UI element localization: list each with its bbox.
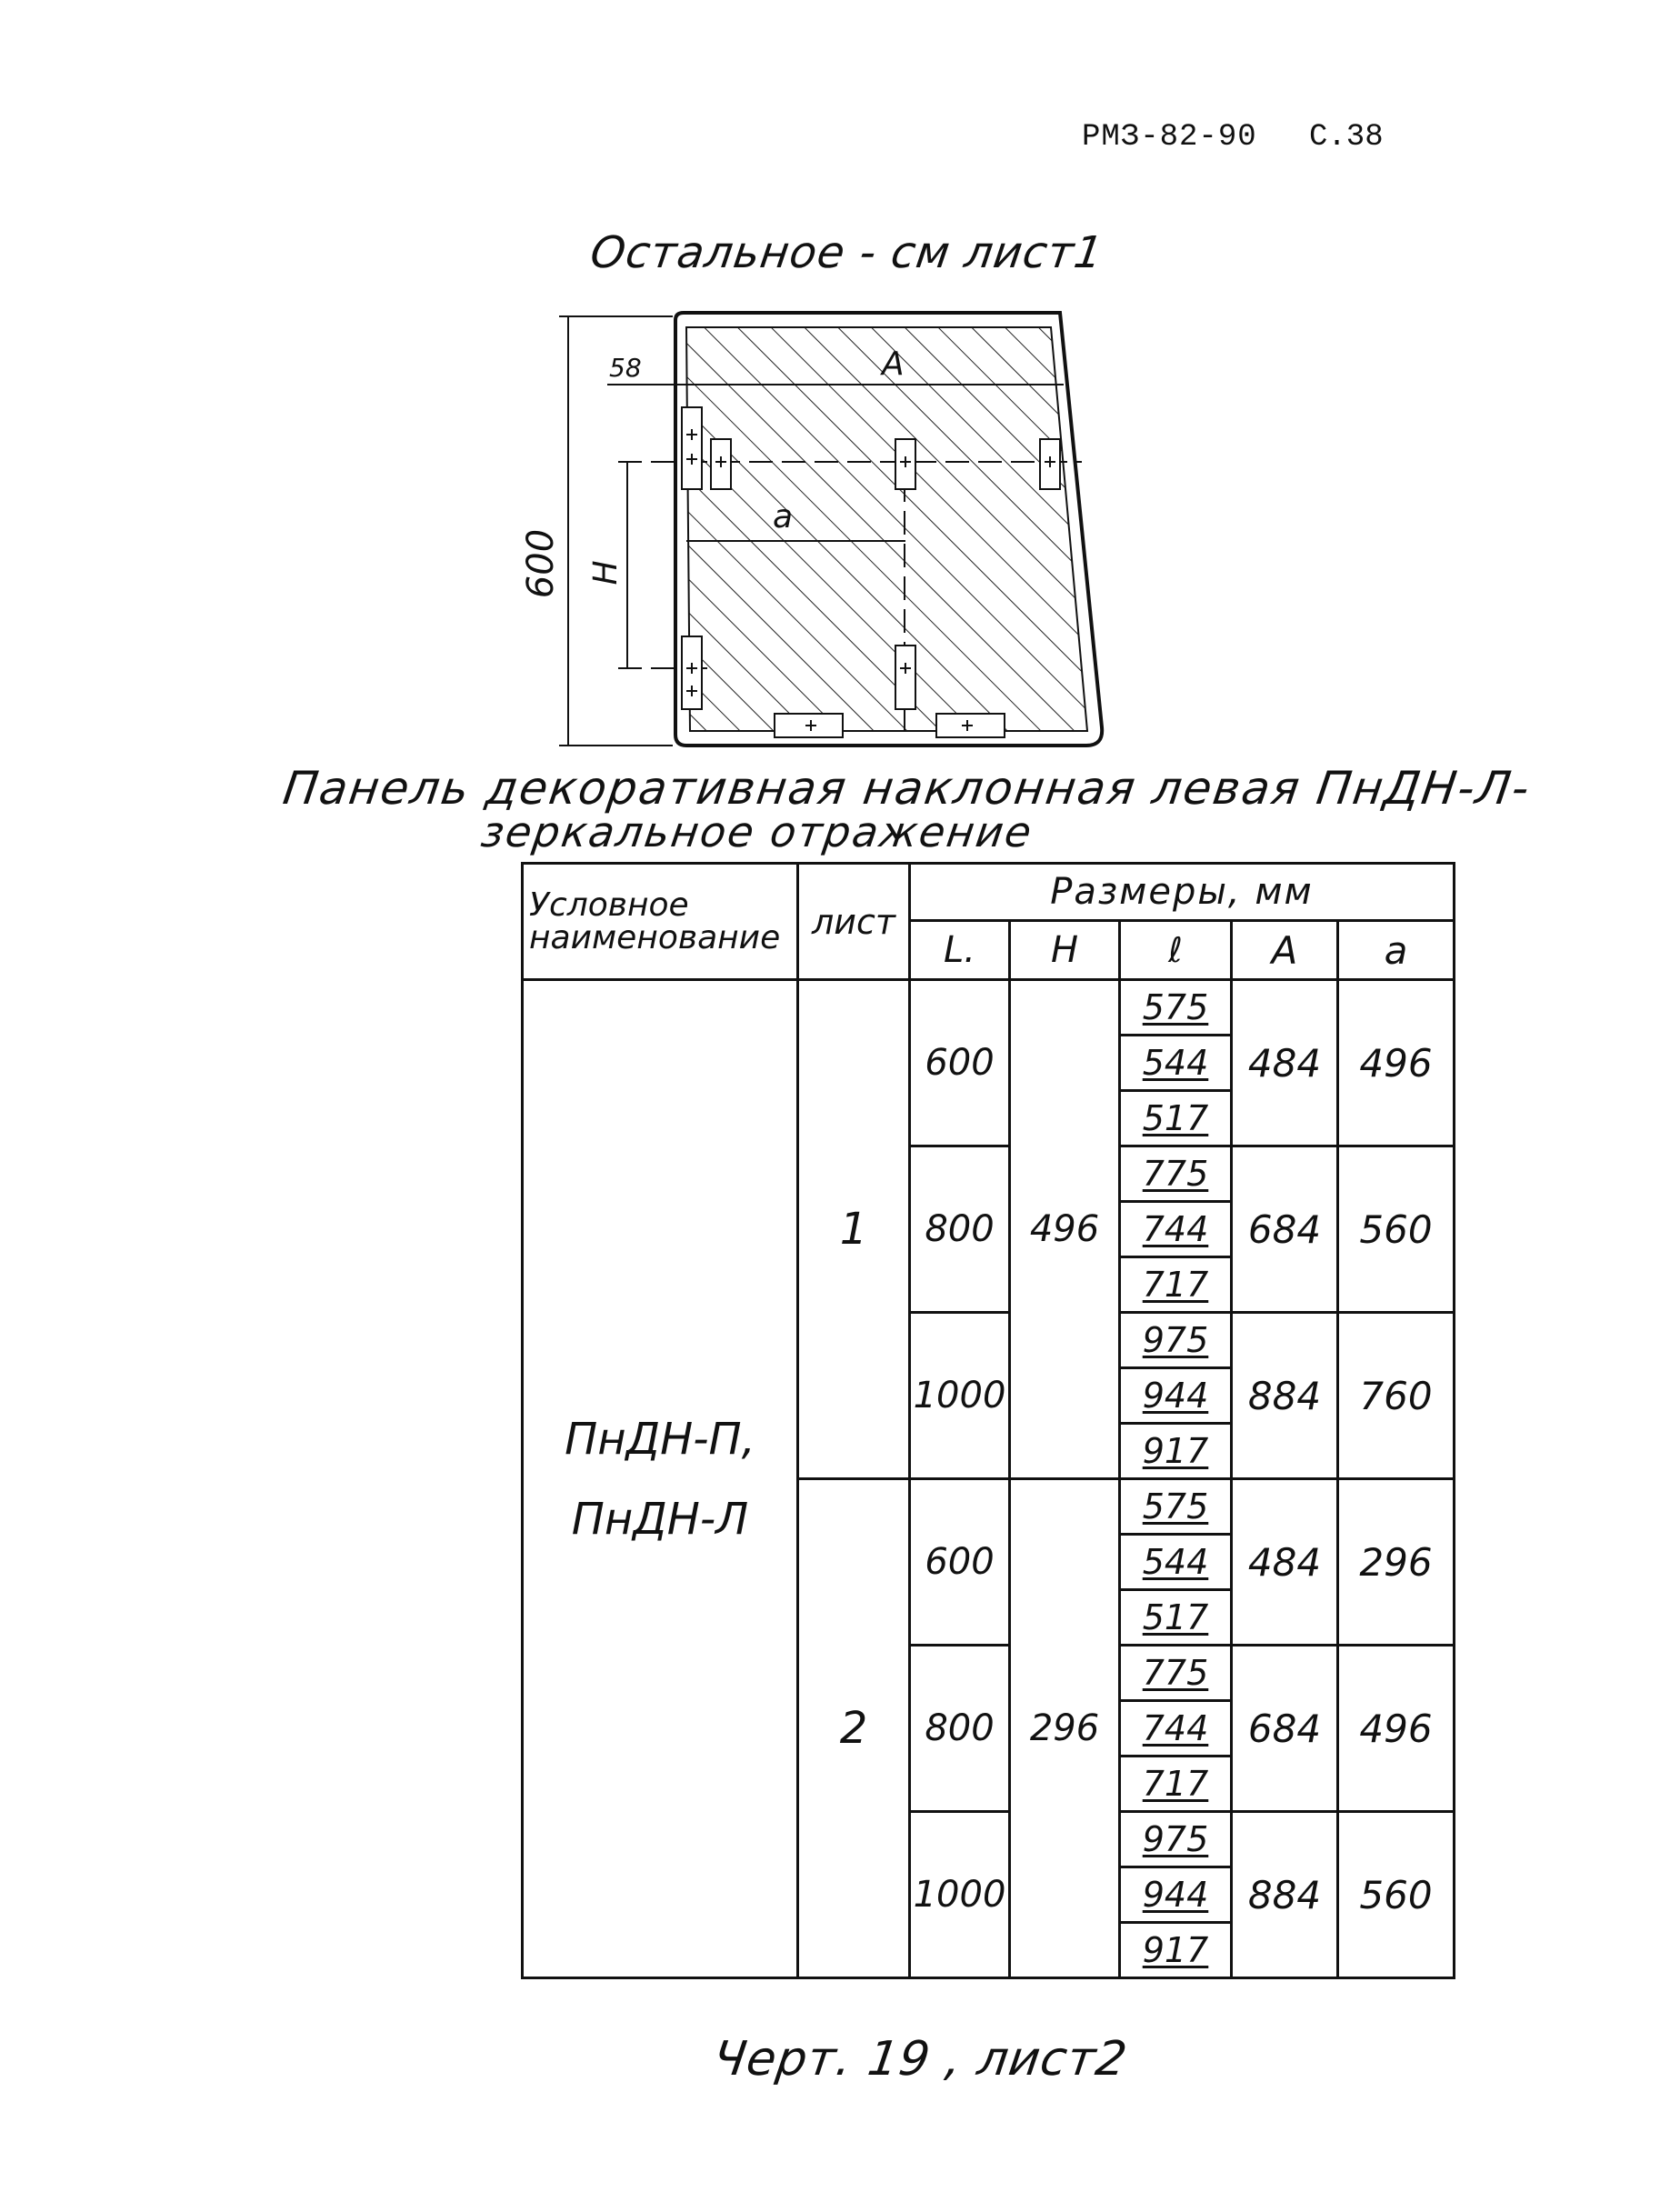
caption-title: Панель декоративная наклонная левая ПнДН-Л- bbox=[279, 762, 1535, 815]
l-cell bbox=[1120, 1646, 1232, 1701]
a-cell: 560 bbox=[1338, 1146, 1455, 1313]
l-cell bbox=[1120, 1313, 1232, 1368]
l-cell bbox=[1120, 1479, 1232, 1535]
H-cell: 496 bbox=[1010, 980, 1120, 1479]
l-value: 775 bbox=[1142, 1653, 1209, 1693]
L-cell: 600 bbox=[910, 980, 1010, 1146]
header-a: a bbox=[1338, 921, 1455, 980]
caption-subtitle: зеркальное отражение bbox=[478, 807, 1036, 856]
l-value: 944 bbox=[1142, 1875, 1209, 1915]
l-value: 544 bbox=[1142, 1043, 1209, 1083]
dimension-H: H bbox=[587, 560, 625, 586]
header-A: A bbox=[1232, 921, 1338, 980]
l-cell bbox=[1120, 1091, 1232, 1146]
name-cell bbox=[523, 980, 798, 1978]
l-cell bbox=[1120, 1036, 1232, 1091]
L-cell: 800 bbox=[910, 1646, 1010, 1812]
a-cell: 760 bbox=[1338, 1313, 1455, 1479]
name-value-1: ПнДН-П, bbox=[565, 1413, 755, 1465]
dimension-a: a bbox=[773, 498, 794, 535]
l-cell bbox=[1120, 1535, 1232, 1590]
dimensions-table bbox=[521, 862, 1455, 1979]
header-sizes: Размеры, мм bbox=[910, 864, 1455, 921]
l-cell bbox=[1120, 980, 1232, 1036]
l-cell bbox=[1120, 1812, 1232, 1867]
l-cell bbox=[1120, 1368, 1232, 1424]
l-value: 975 bbox=[1142, 1819, 1209, 1859]
l-value: 917 bbox=[1142, 1930, 1209, 1970]
header-name: Условное наименование bbox=[523, 864, 798, 980]
L-cell: 600 bbox=[910, 1479, 1010, 1646]
l-value: 744 bbox=[1142, 1708, 1209, 1748]
a-cell: 496 bbox=[1338, 980, 1455, 1146]
l-value: 575 bbox=[1142, 1486, 1209, 1526]
l-value: 717 bbox=[1142, 1764, 1209, 1804]
panel-drawing bbox=[509, 300, 1109, 764]
header-sheet: лист bbox=[798, 864, 910, 980]
l-cell bbox=[1120, 1424, 1232, 1479]
l-cell bbox=[1120, 1590, 1232, 1646]
A-cell: 484 bbox=[1232, 980, 1338, 1146]
l-value: 517 bbox=[1142, 1597, 1209, 1637]
l-value: 575 bbox=[1142, 987, 1209, 1027]
A-cell: 884 bbox=[1232, 1812, 1338, 1978]
l-value: 517 bbox=[1142, 1098, 1209, 1138]
l-cell bbox=[1120, 1701, 1232, 1757]
l-cell bbox=[1120, 1757, 1232, 1812]
l-cell bbox=[1120, 1202, 1232, 1257]
H-cell: 296 bbox=[1010, 1479, 1120, 1978]
dimension-600: 600 bbox=[520, 528, 562, 599]
a-cell: 560 bbox=[1338, 1812, 1455, 1978]
document-code: РМЗ-82-90 bbox=[1082, 120, 1257, 155]
L-cell: 1000 bbox=[910, 1812, 1010, 1978]
note-text: Остальное - см лист1 bbox=[587, 227, 1107, 278]
L-cell: 800 bbox=[910, 1146, 1010, 1313]
A-cell: 684 bbox=[1232, 1146, 1338, 1313]
l-cell bbox=[1120, 1867, 1232, 1923]
l-value: 744 bbox=[1142, 1209, 1209, 1249]
dimension-A: A bbox=[882, 345, 905, 383]
a-cell: 496 bbox=[1338, 1646, 1455, 1812]
l-value: 544 bbox=[1142, 1542, 1209, 1582]
panel-hatched-area bbox=[686, 327, 1087, 731]
page-number: С.38 bbox=[1309, 120, 1384, 155]
dimension-58: 58 bbox=[609, 353, 642, 383]
l-value: 775 bbox=[1142, 1154, 1209, 1194]
sheet-cell: 1 bbox=[798, 980, 910, 1479]
l-value: 944 bbox=[1142, 1376, 1209, 1416]
header-H: H bbox=[1010, 921, 1120, 980]
A-cell: 484 bbox=[1232, 1479, 1338, 1646]
L-cell: 1000 bbox=[910, 1313, 1010, 1479]
l-value: 975 bbox=[1142, 1320, 1209, 1360]
header-l: ℓ bbox=[1120, 921, 1232, 980]
name-value-2: ПнДН-Л bbox=[571, 1493, 749, 1545]
sheet-cell: 2 bbox=[798, 1479, 910, 1978]
l-cell bbox=[1120, 1146, 1232, 1202]
A-cell: 884 bbox=[1232, 1313, 1338, 1479]
drawing-reference: Черт. 19 , лист2 bbox=[709, 2032, 1131, 2087]
l-value: 717 bbox=[1142, 1265, 1209, 1305]
l-cell bbox=[1120, 1257, 1232, 1313]
l-value: 917 bbox=[1142, 1431, 1209, 1471]
header-L: L. bbox=[910, 921, 1010, 980]
A-cell: 684 bbox=[1232, 1646, 1338, 1812]
a-cell: 296 bbox=[1338, 1479, 1455, 1646]
l-cell bbox=[1120, 1923, 1232, 1978]
